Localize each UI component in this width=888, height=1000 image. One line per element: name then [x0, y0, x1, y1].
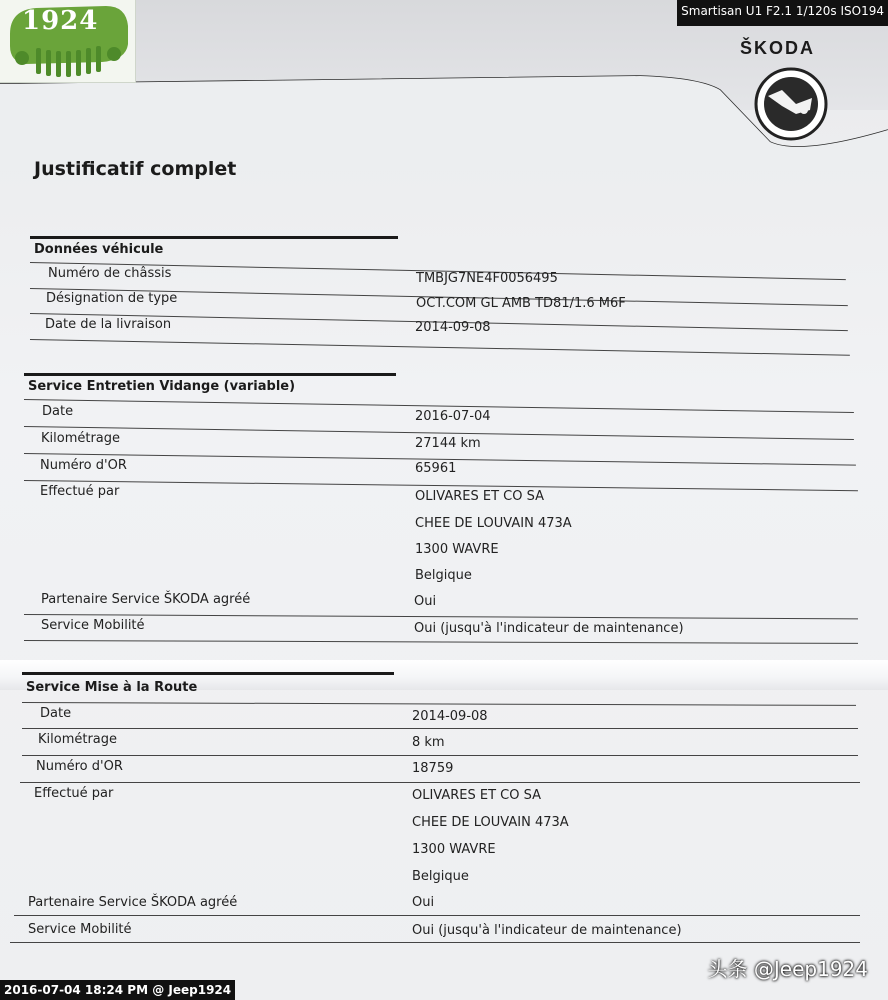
row-label: Partenaire Service ŠKODA agréé	[28, 895, 238, 910]
row-divider	[22, 755, 858, 756]
row-label: Kilométrage	[41, 431, 121, 446]
row-value: 18759	[412, 761, 454, 776]
row-divider	[22, 728, 858, 729]
row-label: Effectué par	[40, 484, 120, 499]
row-divider	[24, 640, 858, 644]
row-value: 2016-07-04	[415, 409, 491, 424]
row-value: 65961	[415, 461, 457, 476]
row-label: Numéro de châssis	[48, 266, 172, 281]
row-label: Date de la livraison	[45, 317, 172, 332]
row-value: 2014-09-08	[415, 320, 491, 335]
row-label: Date	[40, 706, 72, 721]
row-label: Effectué par	[34, 786, 114, 801]
row-label: Service Mobilité	[41, 618, 145, 633]
row-value: TMBJG7NE4F0056495	[416, 271, 558, 286]
row-value: CHEE DE LOUVAIN 473A	[415, 516, 572, 531]
section-bar	[22, 672, 394, 675]
row-label: Numéro d'OR	[40, 458, 127, 473]
row-value: 8 km	[412, 735, 445, 750]
row-value: CHEE DE LOUVAIN 473A	[412, 815, 569, 830]
row-value: 1300 WAVRE	[412, 842, 496, 857]
row-value: OLIVARES ET CO SA	[415, 489, 545, 504]
service1-heading: Service Entretien Vidange (variable)	[28, 379, 296, 394]
row-value: Belgique	[415, 568, 472, 583]
row-value: Belgique	[412, 869, 469, 884]
row-divider	[22, 702, 856, 706]
row-divider	[20, 782, 860, 783]
row-divider	[24, 614, 858, 619]
row-divider	[10, 942, 860, 943]
row-value: OLIVARES ET CO SA	[412, 788, 542, 803]
vehicle-heading: Données véhicule	[34, 242, 164, 257]
camera-info: Smartisan U1 F2.1 1/120s ISO194	[677, 0, 888, 26]
watermark: 头条 @Jeep1924	[707, 957, 868, 981]
row-value: Oui	[414, 594, 437, 609]
section-bar	[30, 236, 398, 239]
document-title: Justificatif complet	[34, 158, 237, 180]
row-label: Service Mobilité	[28, 922, 132, 937]
row-value: Oui (jusqu'à l'indicateur de maintenance)	[414, 621, 684, 636]
row-value: 27144 km	[415, 436, 481, 451]
timestamp-stamp: 2016-07-04 18:24 PM @ Jeep1924	[0, 980, 235, 1000]
logo-text: 1924	[22, 6, 99, 36]
row-value: Oui (jusqu'à l'indicateur de maintenance)	[412, 923, 682, 938]
row-divider	[30, 339, 850, 356]
row-value: OCT.COM GL AMB TD81/1.6 M6F	[416, 296, 626, 311]
row-label: Kilométrage	[38, 732, 118, 747]
row-label: Date	[42, 404, 74, 419]
skoda-emblem-icon	[752, 66, 830, 142]
row-label: Partenaire Service ŠKODA agréé	[41, 592, 251, 607]
row-label: Désignation de type	[46, 291, 178, 306]
skoda-wordmark: ŠKODA	[740, 38, 816, 58]
row-label: Numéro d'OR	[36, 759, 123, 774]
service2-heading: Service Mise à la Route	[26, 680, 198, 695]
section-bar	[24, 373, 396, 376]
row-value: 1300 WAVRE	[415, 542, 499, 557]
jeep1924-logo	[0, 0, 136, 83]
row-value: Oui	[412, 895, 435, 910]
row-value: 2014-09-08	[412, 709, 488, 724]
row-divider	[14, 915, 860, 916]
